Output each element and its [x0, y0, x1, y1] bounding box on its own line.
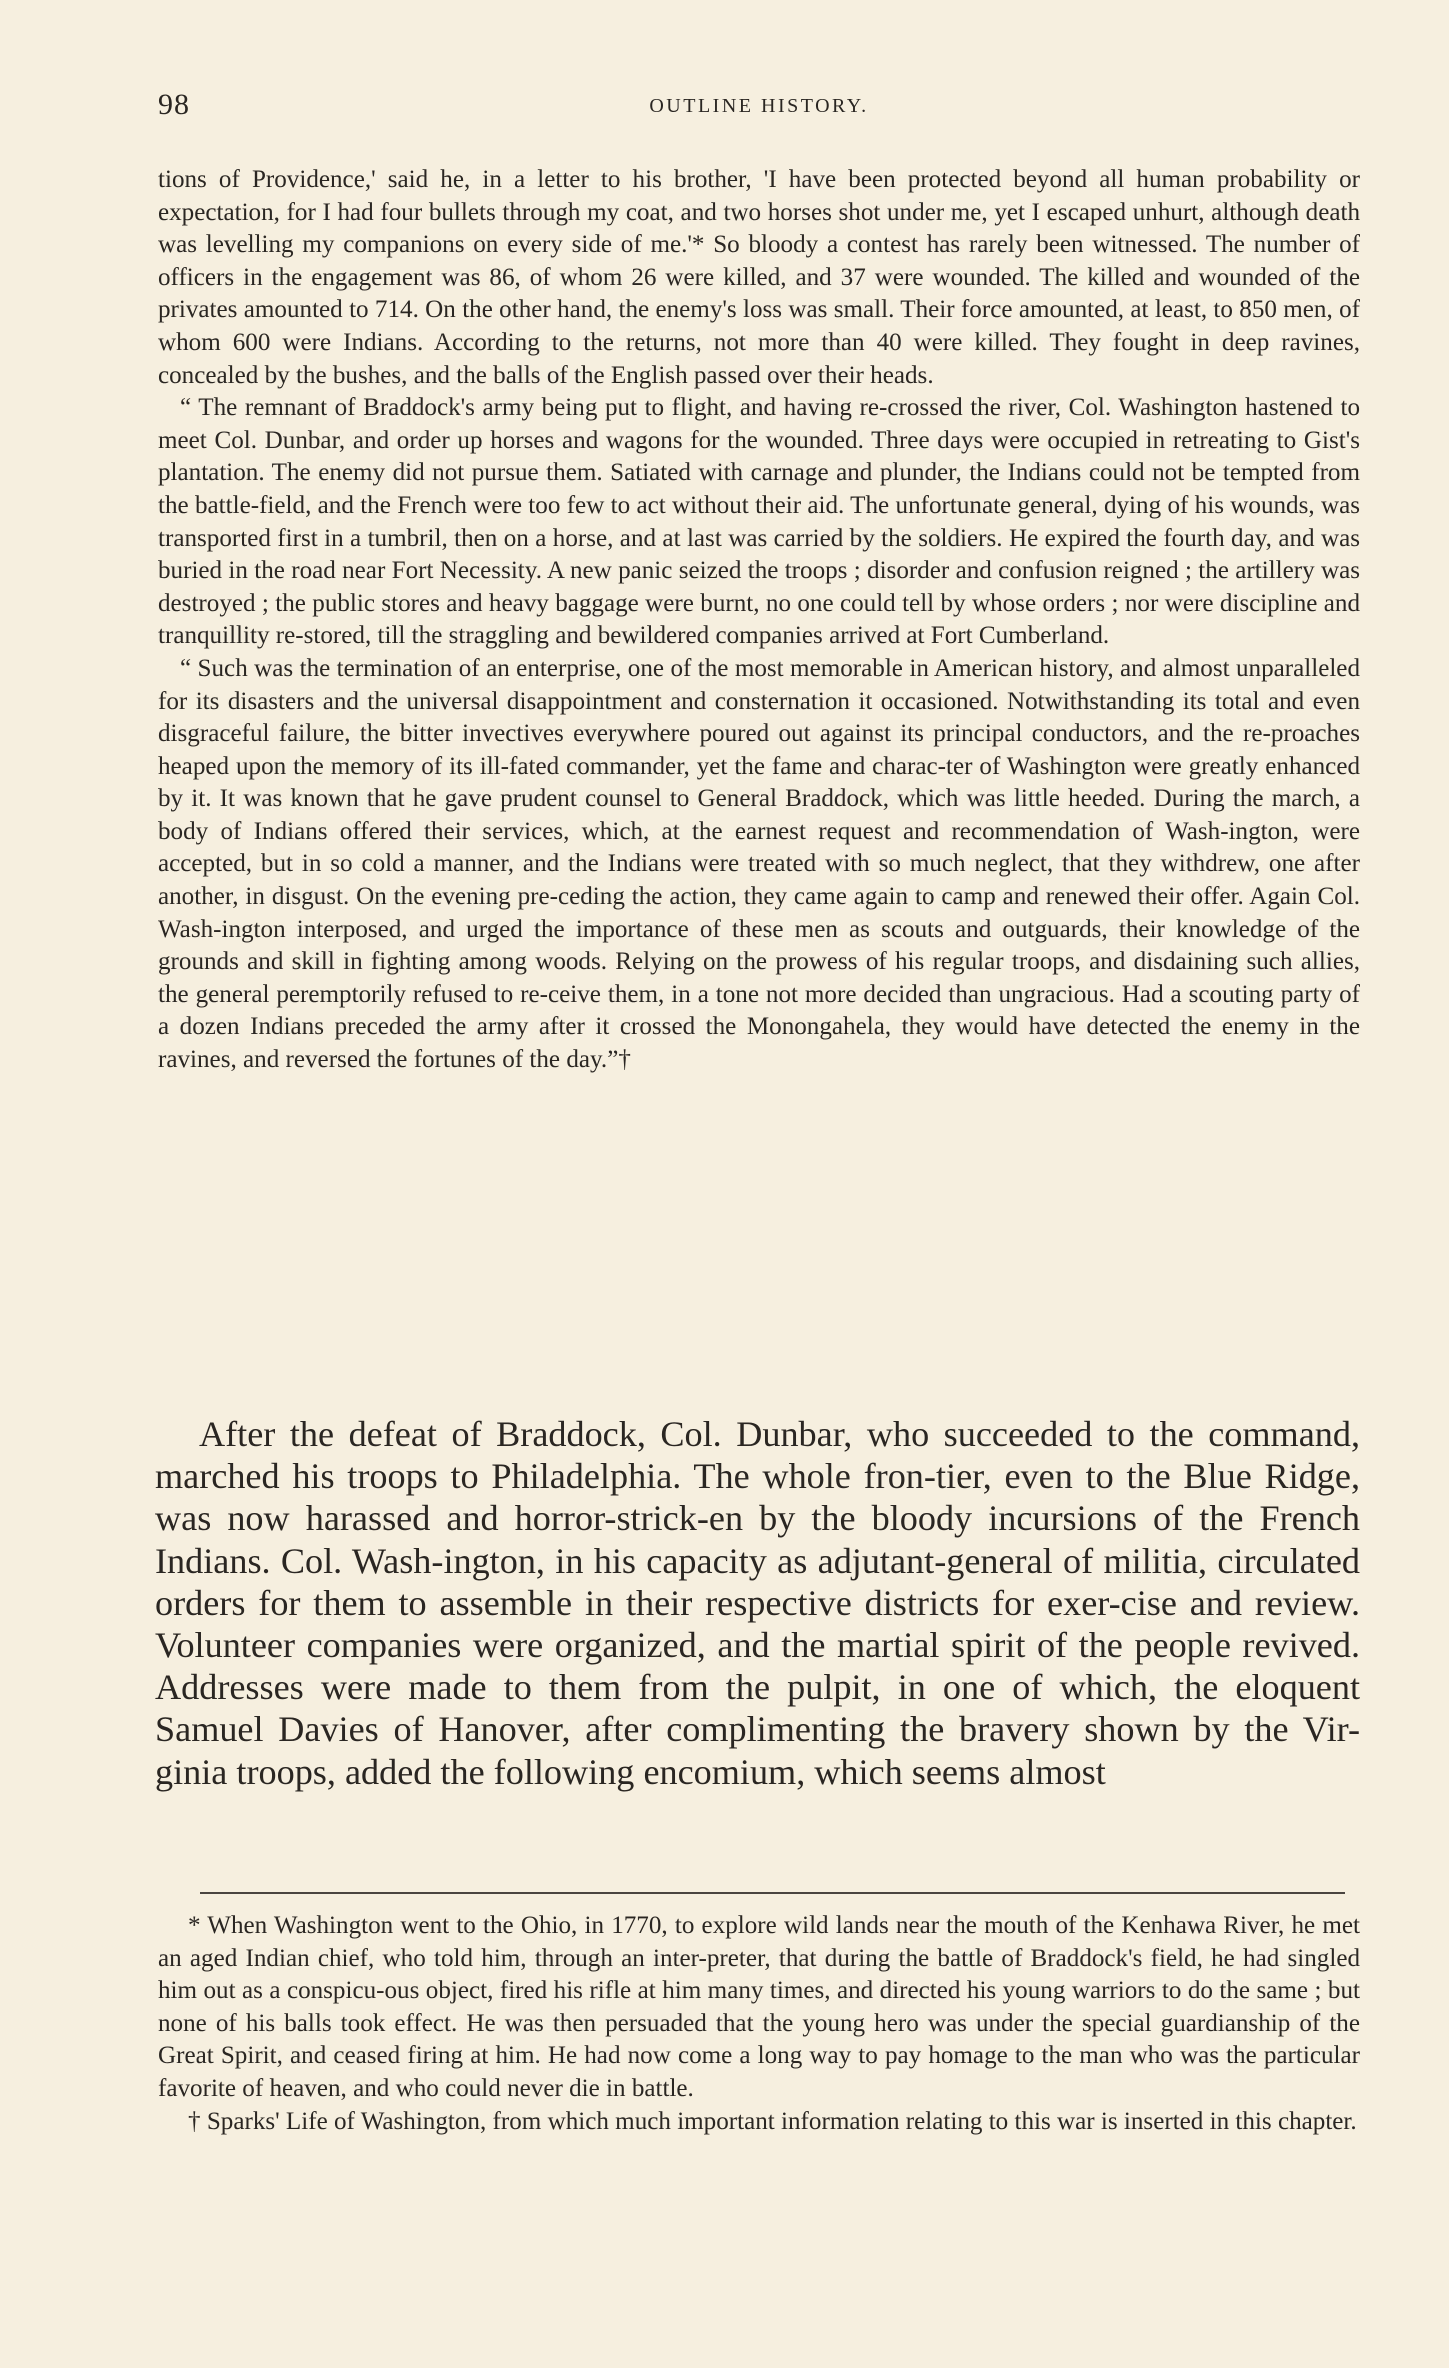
footnote-asterisk: * When Washington went to the Ohio, in 1770, to explore wild lands near the mouth of the Kenhawa River, he met an aged Indian chief, who told him, through an inter-preter, that during the battle of Braddock's field, he had singled him out as a conspicu-ous object, fired his rifle at him many times, and directed his young warriors to do the same ; but none of his balls took effect. He was then persuaded that the young hero was under the special guardianship of the Great Spirit, and ceased firing at him. He had now come a long way to pay homage to the man who was the particular favorite of heaven, and who could never die in battle. — [158, 1912, 1360, 2102]
paragraph-main: After the defeat of Braddock, Col. Dunbar, who succeeded to the command, marched his troops to Philadelphia. The whole fron-tier, even to the Blue Ridge, was now harassed and horror-strick-en by the bloody incursions of the French Indians. Col. Wash-ington, in his capacity as adjutant-general of militia, circulated orders for them to assemble in their respective districts for exer-cise and review. Volunteer companies were organized, and the martial spirit of the people revived. Addresses were made to them from the pulpit, in one of which, the eloquent Samuel Davies of Hanover, after complimenting the bravery shown by the Vir-ginia troops, added the following encomium, which seems almost — [155, 1414, 1360, 1792]
paragraph-quote-termination: “ Such was the termination of an enterprise, one of the most memorable in American history, and almost unparalleled for its disasters and the universal disappointment and consternation it occasioned. Notwithstanding its total and even disgraceful failure, the bitter invectives everywhere poured out against its principal conductors, and the re-proaches heaped upon the memory of its ill-fated commander, yet the fame and charac-ter of Washington were greatly enhanced by it. It was known that he gave prudent counsel to General Braddock, which was little heeded. During the march, a body of Indians offered their services, which, at the earnest request and recommendation of Wash-ington, were accepted, but in so cold a manner, and the Indians were treated with so much neglect, that they withdrew, one after another, in disgust. On the evening pre-ceding the action, they came again to camp and renewed their offer. Again Col. Wash-ington interposed, and urged the importance of these men as scouts and outguards, their knowledge of the grounds and skill in fighting among woods. Relying on the prowess of his regular troops, and disdaining such allies, the general peremptorily refused to re-ceive them, in a tone not more decided than ungracious. Had a scouting party of a dozen Indians preceded the army after it crossed the Monongahela, they would have detected the enemy in the ravines, and reversed the fortunes of the day.”† — [158, 654, 1360, 1074]
page-number: 98 — [158, 88, 190, 121]
footnotes — [158, 1910, 1360, 2138]
quoted-passage — [158, 164, 1360, 1077]
footnote-divider — [200, 1892, 1345, 1894]
paragraph-continuation: tions of Providence,' said he, in a letter to his brother, 'I have been protected beyond all human probability or expectation, for I had four bullets through my coat, and two horses shot under me, yet I escaped unhurt, although death was levelling my companions on every side of me.'* So bloody a contest has rarely been witnessed. The number of officers in the engagement was 86, of whom 26 were killed, and 37 were wounded. The killed and wounded of the privates amounted to 714. On the other hand, the enemy's loss was small. Their force amounted, at least, to 850 men, of whom 600 were Indians. According to the returns, not more than 40 were killed. They fought in deep ravines, concealed by the bushes, and the balls of the English passed over their heads. — [158, 166, 1360, 389]
running-title: OUTLINE HISTORY. — [649, 95, 869, 117]
paragraph-quote-retreat: “ The remnant of Braddock's army being put to flight, and having re-crossed the river, Col. Washington hastened to meet Col. Dunbar, and order up horses and wagons for the wounded. Three days were occupied in retreating to Gist's plantation. The enemy did not pursue them. Satiated with carnage and plunder, the Indians could not be tempted from the battle-field, and the French were too few to act without their aid. The unfortunate general, dying of his wounds, was transported first in a tumbril, then on a horse, and at last was carried by the soldiers. He expired the fourth day, and was buried in the road near Fort Necessity. A new panic seized the troops ; disorder and confusion reigned ; the artillery was destroyed ; the public stores and heavy baggage were burnt, no one could tell by whose orders ; nor were discipline and tranquillity re-stored, till the straggling and bewildered companies arrived at Fort Cumberland. — [158, 394, 1360, 650]
footnote-dagger: † Sparks' Life of Washington, from which much important information relating to this war is inserted in this chapter. — [188, 2107, 1357, 2135]
page-header — [158, 88, 1360, 128]
main-text — [155, 1413, 1360, 1793]
